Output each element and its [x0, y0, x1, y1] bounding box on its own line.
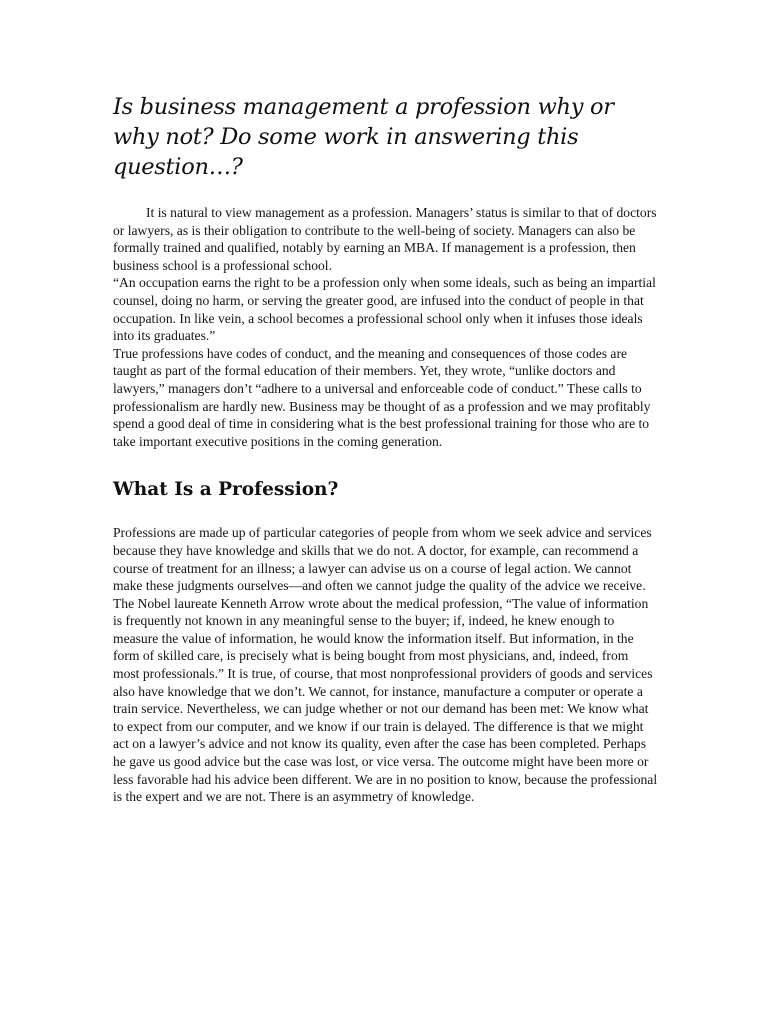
document-page — [113, 92, 658, 806]
intro-paragraph-1 — [113, 204, 658, 274]
section-heading: What Is a Profession? — [113, 479, 339, 501]
intro-paragraph-2: “An occupation earns the right to be a profession only when some ideals, such as being an impartial counsel, doing no harm, or serving the greater good, are infused into the conduct of people in that occupation. In like vein, a school becomes a professional school only when it infuses those ideals into its graduates.” — [113, 275, 656, 344]
intro-paragraph-3: True professions have codes of conduct, and the meaning and consequences of those codes are taught as part of the formal education of their members. Yet, they wrote, “unlike doctors and lawyers,” managers don’t “adhere to a universal and enforceable code of conduct.” These calls to professionalism are hardly new. Business may be thought of as a profession and we may profitably spend a good deal of time in considering what is the best professional training for those who are to take important executive positions in the coming generation. — [113, 345, 651, 449]
intro-paragraph-1-text: It is natural to view management as a profession. Managers’ status is similar to that of doctors or lawyers, as is their obligation to contribute to the well-being of society. Managers can also be formally trained and qualified, notably by earning an MBA. If management is a profession, then business school is a professional school. — [113, 205, 657, 273]
document-title: Is business management a profession why or why not? Do some work in answering this question…? — [113, 94, 614, 180]
section-paragraph-1: Professions are made up of particular categories of people from whom we seek advice and services because they have knowledge and skills that we do not. A doctor, for example, can recommend a course of treatment for an illness; a lawyer can advise us on a course of legal action. We cannot make these judgments ourselves—and often we cannot judge the quality of the advice we receive. The Nobel laureate Kenneth Arrow wrote about the medical profession, “The value of information is frequently not known in any meaningful sense to the buyer; if, indeed, he knew enough to measure the value of information, he would know the information itself. But information, in the form of skilled care, is precisely what is being bought from most physicians, and, indeed, from most professionals.” It is true, of course, that most nonprofessional providers of goods and services also have knowledge that we don’t. We cannot, for instance, manufacture a computer or operate a train service. Nevertheless, we can judge whether or not our demand has been met: We know what to expect from our computer, and we know if our train is delayed. The difference is that we might act on a lawyer’s advice and not know its quality, even after the case has been completed. Perhaps he gave us good advice but the case was lost, or vice versa. The outcome might have been more or less favorable had his advice been different. We are in no position to know, because the professional is the expert and we are not. There is an asymmetry of knowledge. — [113, 525, 658, 805]
intro-section — [113, 204, 658, 450]
